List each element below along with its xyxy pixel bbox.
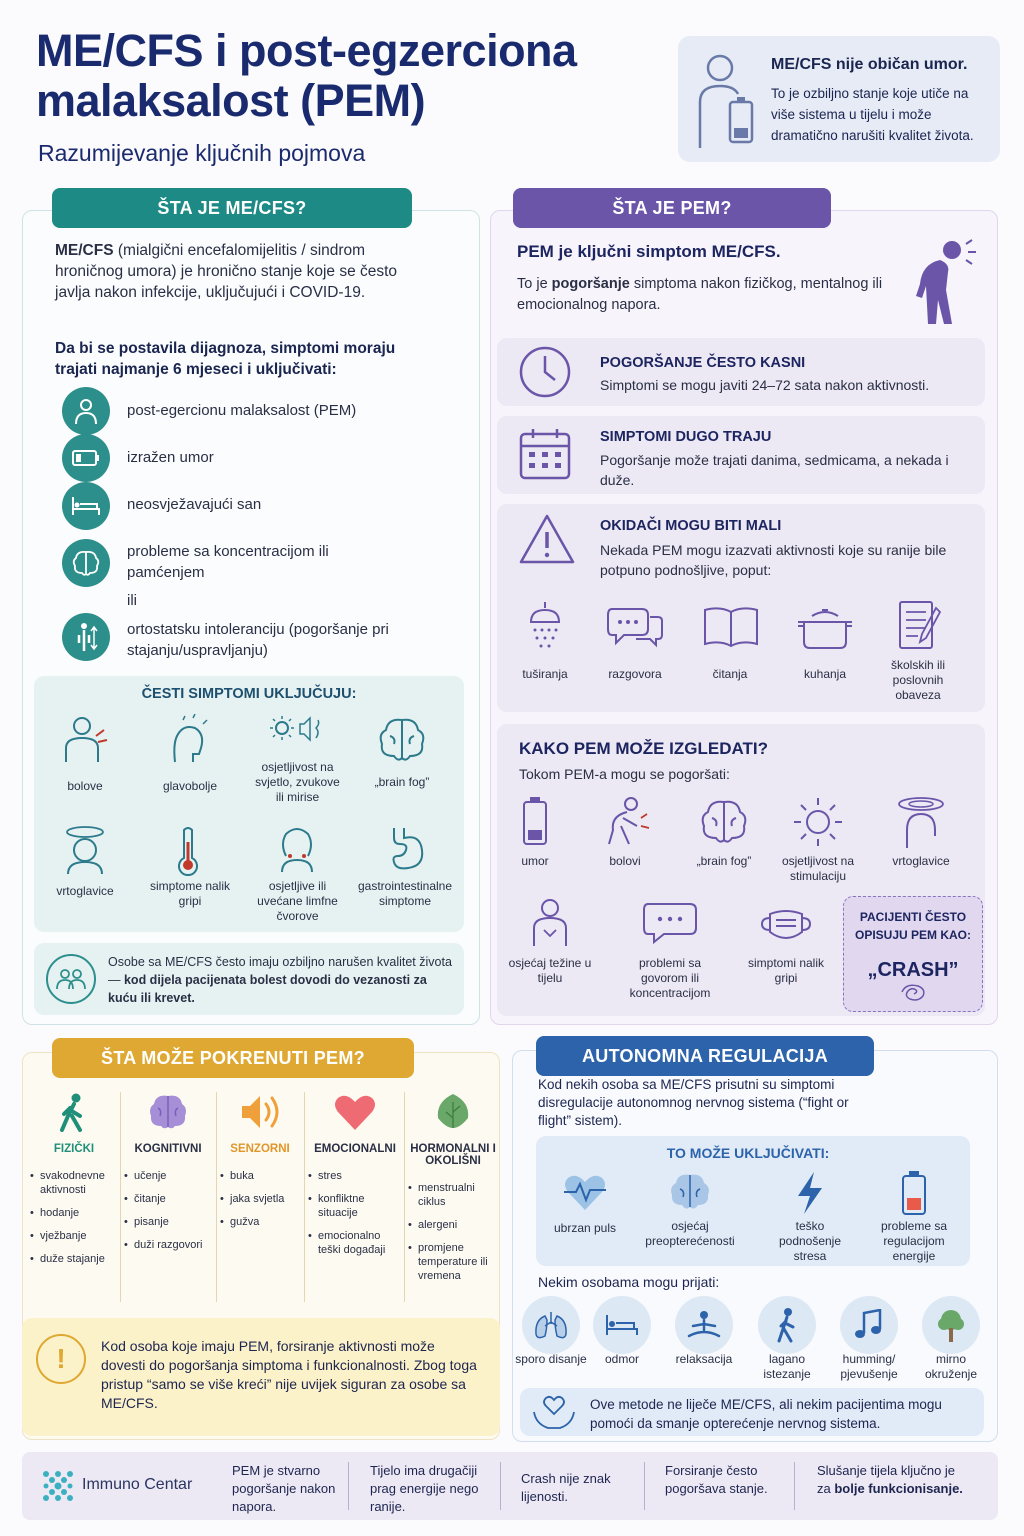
column-item: • pisanje (124, 1215, 212, 1229)
row-title: SIMPTOMI DUGO TRAJU (600, 429, 772, 445)
page-title: ME/CFS i post-egzerciona malaksalost (PEM) (36, 25, 577, 126)
column-item: • duži razgovori (124, 1238, 212, 1252)
autonomic-heading: AUTONOMNA REGULACIJA (536, 1036, 874, 1076)
people-icon (46, 954, 96, 1004)
includes-label: osjećaj preopterećenosti (645, 1219, 735, 1248)
help-label: sporo disanje (515, 1352, 587, 1366)
column-title: FIZIČKI (53, 1143, 95, 1155)
lymph-icon (272, 826, 322, 872)
mecfs-heading: ŠTA JE ME/CFS? (52, 188, 412, 228)
symptom-label: bolove (67, 779, 103, 793)
divider (794, 1462, 795, 1510)
person-icon (62, 387, 110, 435)
trigger-label: čitanja (712, 667, 748, 681)
heart-icon (308, 1092, 402, 1132)
trigger-column (30, 1092, 118, 1275)
trigger-column (408, 1092, 498, 1292)
column-item: • promjene temperature ili vremena (408, 1241, 498, 1283)
symptom-label: „brain fog” (374, 775, 430, 789)
heavy-body-icon (530, 898, 570, 948)
trigger-column (220, 1092, 300, 1238)
leaf-icon (408, 1092, 498, 1132)
look-label: simptomi nalik gripi (747, 956, 825, 985)
trigger-column (124, 1092, 212, 1261)
look-label: osjetljivost na stimulaciju (781, 854, 855, 883)
footer (22, 1452, 998, 1520)
brand-name: Immuno Centar (82, 1476, 193, 1493)
footer-item: PEM je stvarno pogoršanje nakon napora. (232, 1463, 336, 1514)
stomach-icon (384, 826, 428, 874)
symptom-label: osjetljive ili uvećane limfne čvorove (257, 879, 338, 923)
brain-icon (62, 539, 110, 587)
bed-icon (62, 482, 110, 530)
brain-icon (698, 798, 750, 846)
brain-icon (124, 1092, 212, 1132)
column-item: • buka (220, 1169, 300, 1183)
row-text: Pogoršanje može trajati danima, sedmicama, a nekada i duže. (600, 452, 949, 488)
exclamation-icon: ! (36, 1334, 86, 1384)
criteria-item: izražen umor (127, 449, 214, 466)
bed-icon (593, 1296, 651, 1354)
meditation-icon (675, 1296, 733, 1354)
column-title: HORMONALNI I OKOLIŠNI (410, 1143, 496, 1167)
spiral-icon (898, 984, 930, 1004)
brain-fog-icon (376, 716, 428, 764)
column-item: • stres (308, 1169, 402, 1183)
person-battery-icon (694, 50, 760, 150)
clock-icon (517, 344, 573, 400)
pem-row-delay (497, 338, 985, 406)
column-item: • alergeni (408, 1218, 498, 1232)
common-heading: ČESTI SIMPTOMI UKLJUČUJU: (141, 686, 357, 702)
help-label: mirno okruženje (924, 1352, 978, 1381)
trigger-label: kuhanja (803, 667, 847, 681)
includes-heading: TO MOŽE UKLJUČIVATI: (666, 1145, 830, 1161)
intro-box (678, 36, 1000, 162)
symptom-label: vrtoglavice (56, 884, 114, 898)
crash-word: „CRASH” (867, 959, 959, 981)
column-item: • jaka svjetla (220, 1192, 300, 1206)
trigger-column (308, 1092, 402, 1266)
column-item: • učenje (124, 1169, 212, 1183)
pain-icon (60, 714, 110, 764)
speaker-icon (220, 1092, 300, 1132)
lightning-icon (792, 1170, 828, 1216)
column-item: • emocionalno teški događaji (308, 1229, 402, 1257)
tree-icon (922, 1296, 980, 1354)
brain-icon (666, 1172, 714, 1214)
page-subtitle: Razumijevanje ključnih pojmova (38, 140, 366, 166)
help-label: odmor (604, 1352, 639, 1366)
symptom-label: osjetljivost na svjetlo, zvukove ili mirise (255, 760, 340, 804)
autonomic-intro: Kod nekih osoba sa ME/CFS prisutni su simptomi disregulacije autonomnog nervnog sistema (“fight or flight” sistem). (538, 1077, 849, 1128)
look-sub: Tokom PEM-a mogu se pogoršati: (519, 766, 730, 782)
help-heading: Nekim osobama mogu prijati: (538, 1274, 720, 1290)
battery-icon (900, 1170, 928, 1216)
divider (348, 1462, 349, 1510)
criteria-intro: Da bi se postavila dijagnoza, simptomi moraju trajati najmanje 6 mjeseci i uključivati: (55, 340, 396, 378)
pem-heading: ŠTA JE PEM? (513, 188, 831, 228)
standing-person-icon (62, 613, 110, 661)
music-icon (840, 1296, 898, 1354)
footer-item: Forsiranje često pogoršava stanje. (665, 1463, 768, 1496)
pain-icon (601, 796, 651, 846)
battery-icon (520, 796, 550, 848)
help-label: relaksacija (675, 1352, 733, 1366)
row-text: Nekada PEM mogu izazvati aktivnosti koje su ranije bile potpuno podnošljive, poput: (600, 542, 947, 578)
trigger-label: tuširanja (522, 667, 568, 681)
document-icon (896, 598, 942, 652)
column-title: KOGNITIVNI (134, 1143, 202, 1155)
criteria-item: ortostatsku intoleranciju (pogoršanje pri stajanju/uspravljanju) (127, 621, 389, 659)
includes-label: ubrzan puls (553, 1221, 617, 1235)
help-label: lagano istezanje (763, 1352, 811, 1381)
dizziness-icon (893, 796, 949, 848)
headache-icon (163, 714, 213, 764)
sensitivity-icon (268, 714, 328, 750)
heart-pulse-icon (562, 1172, 608, 1212)
note-text: Ove metode ne liječe ME/CFS, ali nekim pacijentima mogu pomoći da smanje opterećenje nervnog sistema. (590, 1397, 942, 1431)
triggers-heading: ŠTA MOŽE POKRENUTI PEM? (52, 1038, 414, 1078)
tired-person-icon (900, 234, 984, 326)
shower-icon (525, 600, 565, 652)
footer-item: Crash nije znak lijenosti. (521, 1471, 611, 1504)
criteria-item: neosvježavajući san (127, 496, 262, 513)
column-item: • čitanje (124, 1192, 212, 1206)
includes-label: teško podnošenje stresa (778, 1219, 842, 1263)
mecfs-definition: ME/CFS (mialgični encefalomijelitis / sindrom hroničnog umora) je hronično stanje koje se često javlja nakon infekcije, uključujući i COVID-19. (55, 242, 398, 301)
row-text: Simptomi se mogu javiti 24–72 sata nakon aktivnosti. (600, 377, 930, 393)
column-item: • konfliktne situacije (308, 1192, 402, 1220)
sun-icon (792, 796, 844, 848)
warning-icon (517, 512, 577, 566)
trigger-label: školskih ili poslovnih obaveza (890, 658, 945, 702)
chat-icon (642, 900, 700, 946)
criteria-item: probleme sa koncentracijom ili pamćenjem (127, 543, 329, 581)
divider (216, 1092, 217, 1302)
intro-text: To je ozbiljno stanje koje utiče na više sistema u tijelu i može dramatično narušiti kvalitet života. (771, 86, 974, 143)
footer-item: Slušanje tijela ključno je za bolje funkcionisanje. (817, 1463, 963, 1496)
look-label: problemi sa govorom ili koncentracijom (629, 956, 711, 1000)
look-label: bolovi (609, 854, 641, 868)
divider (120, 1092, 121, 1302)
immuno-logo-icon (38, 1466, 78, 1506)
intro-bold: ME/CFS nije običan umor. (771, 56, 968, 73)
column-item: • vježbanje (30, 1229, 118, 1243)
look-heading: KAKO PEM MOŽE IZGLEDATI? (519, 739, 769, 758)
look-label: osjećaj težine u tijelu (508, 956, 592, 985)
mask-icon (758, 908, 814, 944)
dizziness-icon (60, 824, 110, 874)
thermometer-icon (176, 826, 200, 876)
symptom-label: glavobolje (162, 779, 218, 793)
pem-row-duration (497, 416, 985, 494)
look-label: umor (521, 854, 549, 868)
column-item: • gužva (220, 1215, 300, 1229)
column-item: • svakodnevne aktivnosti (30, 1169, 118, 1197)
divider (404, 1092, 405, 1302)
pot-icon (796, 604, 854, 650)
includes-label: probleme sa regulacijom energije (880, 1219, 948, 1263)
or-word: ili (127, 592, 137, 609)
help-label: humming/ pjevušenje (840, 1352, 898, 1381)
walking-icon (758, 1296, 816, 1354)
trigger-label: razgovora (608, 667, 662, 681)
symptom-label: simptome nalik gripi (149, 879, 231, 908)
quality-text: Osobe sa ME/CFS često imaju ozbiljno narušen kvalitet života — kod dijela pacijenata bolest dovodi do vezanosti za kuću ili krevet. (108, 955, 452, 1005)
divider (304, 1092, 305, 1302)
column-title: SENZORNI (230, 1143, 290, 1155)
symptom-label: gastrointestinalne simptome (357, 879, 453, 908)
battery-low-icon (62, 434, 110, 482)
calendar-icon (517, 426, 573, 482)
row-title: POGORŠANJE ČESTO KASNI (600, 355, 806, 371)
criteria-item: post-egercionu malaksalost (PEM) (127, 402, 357, 419)
chat-icon (606, 603, 664, 649)
row-title: OKIDAČI MOGU BITI MALI (600, 518, 782, 534)
column-title: EMOCIONALNI (314, 1143, 396, 1155)
pem-desc: To je pogoršanje simptoma nakon fizičkog, mentalnog ili emocionalnog napora. (517, 276, 883, 313)
walking-icon (30, 1092, 118, 1132)
pem-lead: PEM je ključni simptom ME/CFS. (517, 242, 781, 261)
book-icon (702, 606, 760, 648)
look-label: vrtoglavice (892, 854, 950, 868)
lungs-icon (522, 1296, 580, 1354)
divider (500, 1462, 501, 1510)
column-item: • hodanje (30, 1206, 118, 1220)
crash-label: PACIJENTI ČESTO OPISUJU PEM KAO: (854, 910, 971, 942)
look-label: „brain fog” (696, 854, 752, 868)
column-item: • duže stajanje (30, 1252, 118, 1266)
hands-heart-icon (532, 1394, 576, 1432)
footer-item: Tijelo ima drugačiji prag energije nego ranije. (370, 1463, 479, 1514)
warning-text: Kod osoba koje imaju PEM, forsiranje aktivnosti može dovesti do pogoršanja simptoma i funkcionalnosti. Zbog toga pristup “samo se više kreći” nije uvijek siguran za osobe sa ME/CFS. (101, 1338, 477, 1411)
column-item: • menstrualni ciklus (408, 1181, 498, 1209)
divider (644, 1462, 645, 1510)
